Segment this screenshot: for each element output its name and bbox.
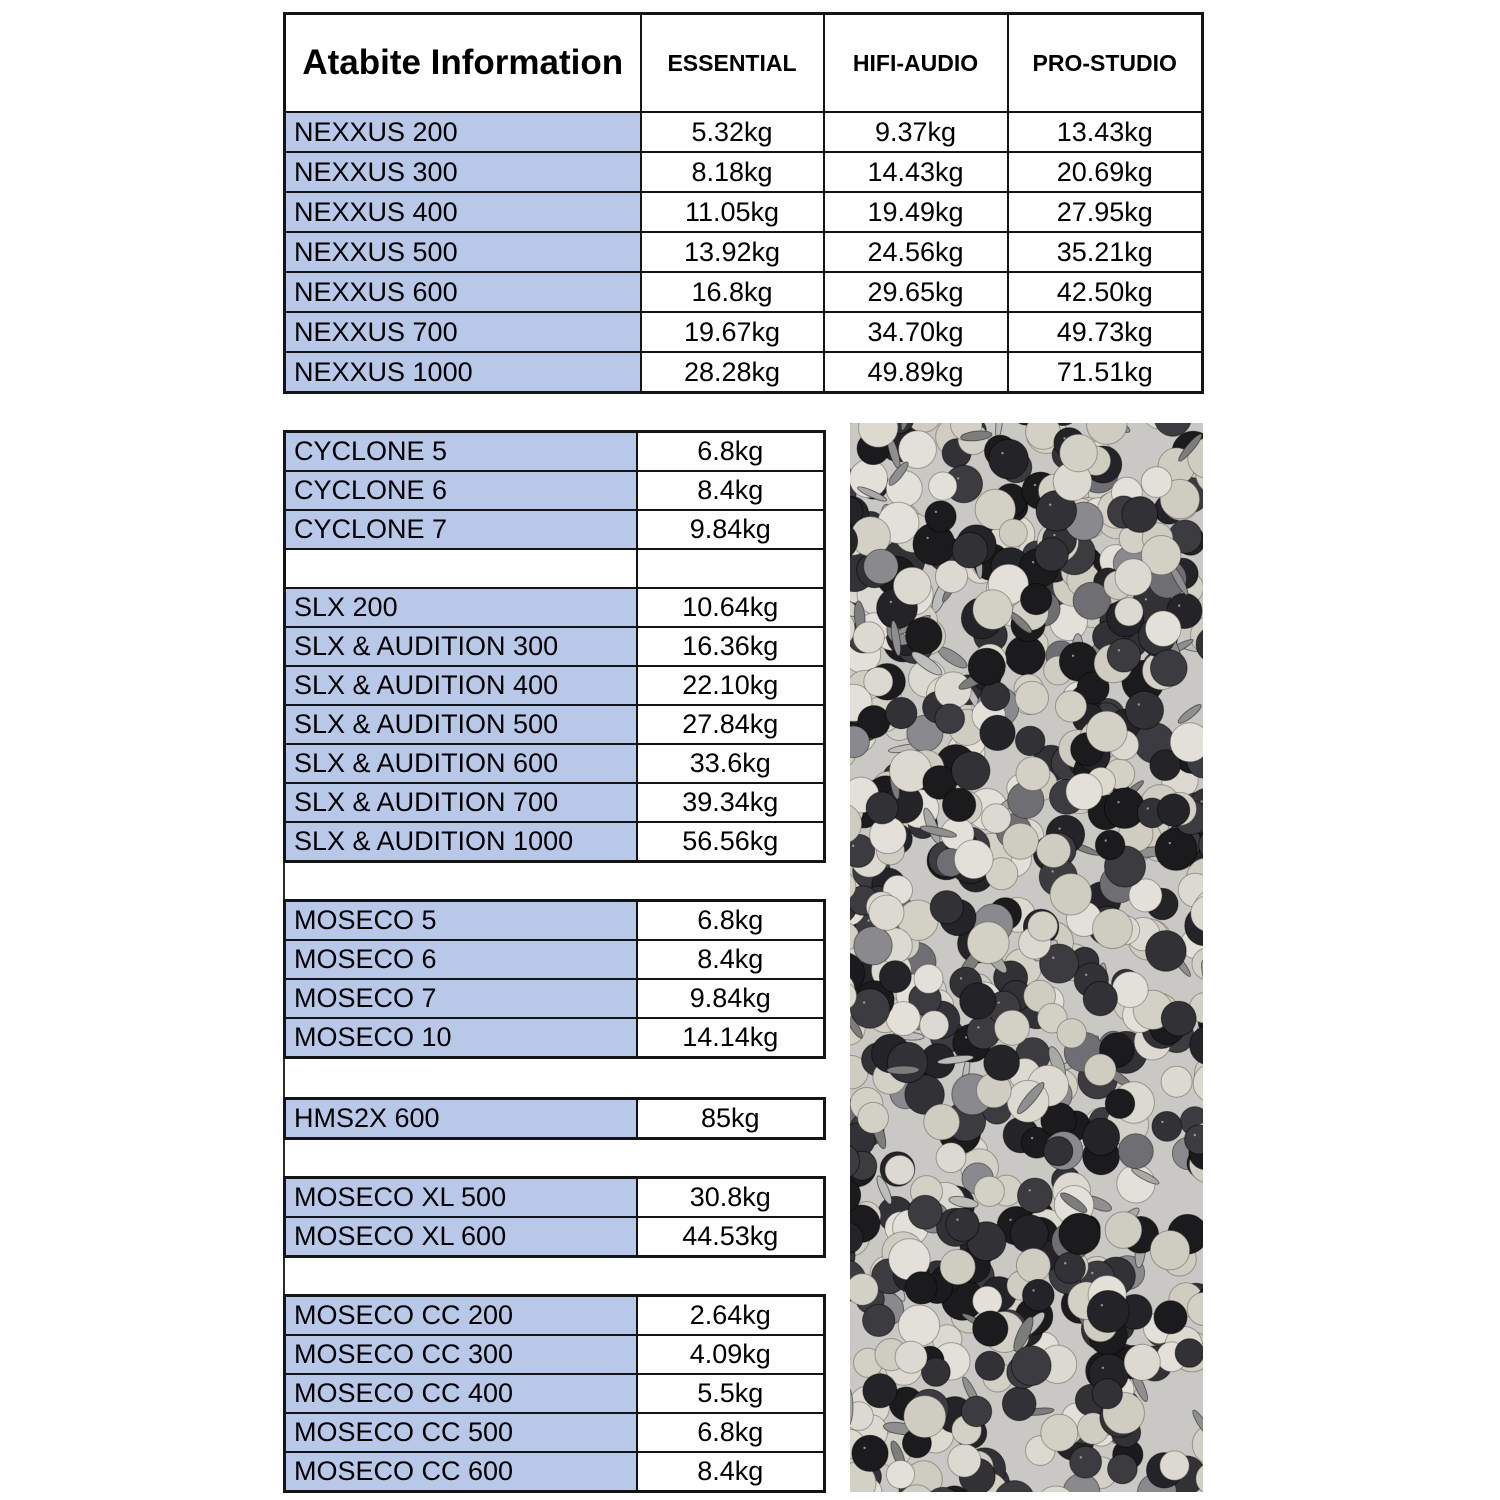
pro-studio-value: 27.95kg [1008, 192, 1203, 232]
pro-studio-value: 20.69kg [1008, 152, 1203, 192]
row-label: MOSECO CC 400 [285, 1374, 637, 1413]
atabite-discs-photo [850, 423, 1203, 1492]
row-label: SLX & AUDITION 500 [285, 705, 637, 744]
weight-value: 44.53kg [637, 1217, 825, 1257]
hifi-audio-value: 24.56kg [824, 232, 1008, 272]
row-label: MOSECO 10 [285, 1018, 637, 1058]
row-label: MOSECO 5 [285, 901, 637, 941]
row-label: MOSECO CC 500 [285, 1413, 637, 1452]
list-row [285, 1413, 825, 1452]
row-label: MOSECO XL 500 [285, 1178, 637, 1218]
essential-value: 8.18kg [641, 152, 824, 192]
moseco-cc-table [283, 1294, 826, 1493]
list-row [285, 940, 825, 979]
list-row [285, 783, 825, 822]
list-row [285, 1374, 825, 1413]
moseco-xl-table [283, 1176, 826, 1258]
row-label: NEXXUS 600 [285, 272, 641, 312]
pro-studio-value: 71.51kg [1008, 352, 1203, 393]
hifi-audio-value: 19.49kg [824, 192, 1008, 232]
hms2x-table [283, 1097, 826, 1140]
table-row [285, 112, 1203, 152]
pro-studio-value: 35.21kg [1008, 232, 1203, 272]
atabite-info-table [283, 12, 1204, 394]
weight-value: 33.6kg [637, 744, 825, 783]
pro-studio-value: 49.73kg [1008, 312, 1203, 352]
list-row [285, 627, 825, 666]
row-label: SLX 200 [285, 588, 637, 627]
list-row [285, 588, 825, 627]
cyclone-slx-table [283, 430, 826, 863]
row-label: SLX & AUDITION 300 [285, 627, 637, 666]
pro-studio-value: 42.50kg [1008, 272, 1203, 312]
essential-value: 19.67kg [641, 312, 824, 352]
row-label: NEXXUS 500 [285, 232, 641, 272]
list-row [285, 1018, 825, 1058]
weight-value: 39.34kg [637, 783, 825, 822]
row-label: MOSECO CC 300 [285, 1335, 637, 1374]
table-row [285, 272, 1203, 312]
hifi-audio-value: 34.70kg [824, 312, 1008, 352]
column-header-pro-studio: PRO-STUDIO [1008, 14, 1203, 113]
weight-value: 8.4kg [637, 940, 825, 979]
list-row [285, 1217, 825, 1257]
weight-value: 6.8kg [637, 432, 825, 472]
row-label: MOSECO CC 600 [285, 1452, 637, 1492]
list-row [285, 666, 825, 705]
essential-value: 13.92kg [641, 232, 824, 272]
empty-row [285, 549, 825, 588]
row-label: CYCLONE 7 [285, 510, 637, 549]
list-row [285, 1178, 825, 1218]
list-row [285, 901, 825, 941]
list-row [285, 1335, 825, 1374]
row-label: CYCLONE 6 [285, 471, 637, 510]
weight-value: 9.84kg [637, 510, 825, 549]
header-row [285, 14, 1203, 113]
weight-value: 30.8kg [637, 1178, 825, 1218]
row-label: NEXXUS 700 [285, 312, 641, 352]
weight-value: 22.10kg [637, 666, 825, 705]
row-label: MOSECO 7 [285, 979, 637, 1018]
row-label [285, 549, 637, 588]
row-label: SLX & AUDITION 1000 [285, 822, 637, 862]
row-label: MOSECO 6 [285, 940, 637, 979]
list-row [285, 432, 825, 472]
hifi-audio-value: 29.65kg [824, 272, 1008, 312]
row-label: NEXXUS 300 [285, 152, 641, 192]
row-label: NEXXUS 400 [285, 192, 641, 232]
list-row [285, 744, 825, 783]
weight-value: 27.84kg [637, 705, 825, 744]
list-row [285, 979, 825, 1018]
weight-value: 10.64kg [637, 588, 825, 627]
weight-value: 8.4kg [637, 471, 825, 510]
essential-value: 16.8kg [641, 272, 824, 312]
table-row [285, 232, 1203, 272]
page-title: Atabite Information [285, 14, 641, 113]
row-label: HMS2X 600 [285, 1099, 637, 1139]
row-label: NEXXUS 1000 [285, 352, 641, 393]
hifi-audio-value: 49.89kg [824, 352, 1008, 393]
list-row [285, 471, 825, 510]
weight-value: 6.8kg [637, 901, 825, 941]
row-label: NEXXUS 200 [285, 112, 641, 152]
row-label: SLX & AUDITION 600 [285, 744, 637, 783]
weight-value: 16.36kg [637, 627, 825, 666]
essential-value: 5.32kg [641, 112, 824, 152]
column-header-essential: ESSENTIAL [641, 14, 824, 113]
table-row [285, 192, 1203, 232]
weight-value: 8.4kg [637, 1452, 825, 1492]
pro-studio-value: 13.43kg [1008, 112, 1203, 152]
table-row [285, 352, 1203, 393]
list-row [285, 1296, 825, 1336]
row-label: CYCLONE 5 [285, 432, 637, 472]
row-label: MOSECO XL 600 [285, 1217, 637, 1257]
weight-value [637, 549, 825, 588]
table-row [285, 312, 1203, 352]
weight-value: 85kg [637, 1099, 825, 1139]
row-label: SLX & AUDITION 700 [285, 783, 637, 822]
essential-value: 11.05kg [641, 192, 824, 232]
list-row [285, 510, 825, 549]
column-header-hifi-audio: HIFI-AUDIO [824, 14, 1008, 113]
list-row [285, 705, 825, 744]
weight-value: 6.8kg [637, 1413, 825, 1452]
weight-value: 14.14kg [637, 1018, 825, 1058]
list-row [285, 1452, 825, 1492]
row-label: SLX & AUDITION 400 [285, 666, 637, 705]
list-row [285, 1099, 825, 1139]
weight-value: 9.84kg [637, 979, 825, 1018]
list-row [285, 822, 825, 862]
weight-value: 5.5kg [637, 1374, 825, 1413]
weight-value: 2.64kg [637, 1296, 825, 1336]
moseco-table [283, 899, 826, 1059]
hifi-audio-value: 9.37kg [824, 112, 1008, 152]
weight-value: 56.56kg [637, 822, 825, 862]
table-row [285, 152, 1203, 192]
hifi-audio-value: 14.43kg [824, 152, 1008, 192]
row-label: MOSECO CC 200 [285, 1296, 637, 1336]
essential-value: 28.28kg [641, 352, 824, 393]
weight-value: 4.09kg [637, 1335, 825, 1374]
